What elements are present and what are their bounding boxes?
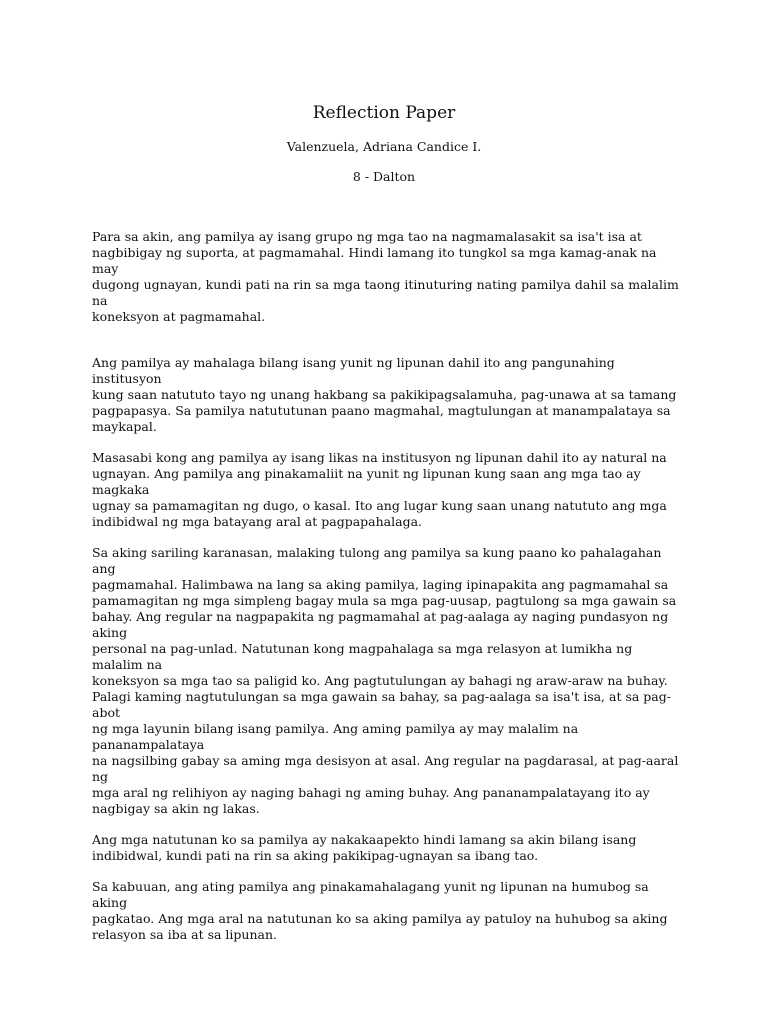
paragraph: Sa kabuuan, ang ating pamilya ang pinakamahalagang yunit ng lipunan na humubog sa aking pagkatao. Ang mga aral na natutunan ko sa aking pamilya ay patuloy na huhubog sa aking relasyon sa iba at sa lipunan. xyxy=(92,879,668,942)
document-body xyxy=(92,229,682,943)
author-name: Valenzuela, Adriana Candice I. xyxy=(286,139,482,154)
paragraph: Ang pamilya ay mahalaga bilang isang yunit ng lipunan dahil ito ang pangunahing institusyon kung saan natututo tayo ng unang hakbang sa pakikipagsalamuha, pag-unawa at sa tamang pagpapasya. Sa pamilya natututunan paano magmahal, magtulungan at manampalataya sa maykapal. xyxy=(92,355,677,434)
paragraph: Para sa akin, ang pamilya ay isang grupo ng mga tao na nagmamalasakit sa isa't isa at nagbibigay ng suporta, at pagmamahal. Hindi lamang ito tungkol sa mga kamag-anak na may dugong ugnayan, kundi pati na rin sa mga taong itinuturing nating pamilya dahil sa malalim na koneksyon at pagmamahal. xyxy=(92,229,679,324)
class-section: 8 - Dalton xyxy=(352,169,416,184)
document-title: Reflection Paper xyxy=(312,103,456,123)
paragraph: Sa aking sariling karanasan, malaking tulong ang pamilya sa kung paano ko pahalagahan ang pagmamahal. Halimbawa na lang sa aking pamilya, laging ipinapakita ang pagmamahal sa pamamagitan ng mga simpleng bagay mula sa mga pag-uusap, pagtulong sa mga gawain sa bahay. Ang regular na nagpapakita ng pagmamahal at pag-aalaga ay naging pundasyon ng aking personal na pag-unlad. Natutunan kong magpahalaga sa mga relasyon at lumikha ng malalim na koneksyon sa mga tao sa paligid ko. Ang pagtutulungan ay bahagi ng araw-araw na buhay. Palagi kaming nagtutulungan sa mga gawain sa bahay, sa pag-aalaga sa isa't isa, at sa pag-abot ng mga layunin bilang isang pamilya. Ang aming pamilya ay may malalim na pananampalataya na nagsilbing gabay sa aming mga desisyon at asal. Ang regular na pagdarasal, at pag-aaral ng mga aral ng relihiyon ay naging bahagi ng aming buhay. Ang pananampalatayang ito ay nagbigay sa akin ng lakas. xyxy=(92,545,679,816)
paragraph: Masasabi kong ang pamilya ay isang likas na institusyon ng lipunan dahil ito ay natural na ugnayan. Ang pamilya ang pinakamaliit na yunit ng lipunan kung saan ang mga tao ay magkaka ugnay sa pamamagitan ng dugo, o kasal. Ito ang lugar kung saan unang natututo ang mga indibidwal ng mga batayang aral at pagpapahalaga. xyxy=(92,450,667,529)
paragraph: Ang mga natutunan ko sa pamilya ay nakakaapekto hindi lamang sa akin bilang isang indibidwal, kundi pati na rin sa aking pakikipag-ugnayan sa ibang tao. xyxy=(92,832,637,863)
